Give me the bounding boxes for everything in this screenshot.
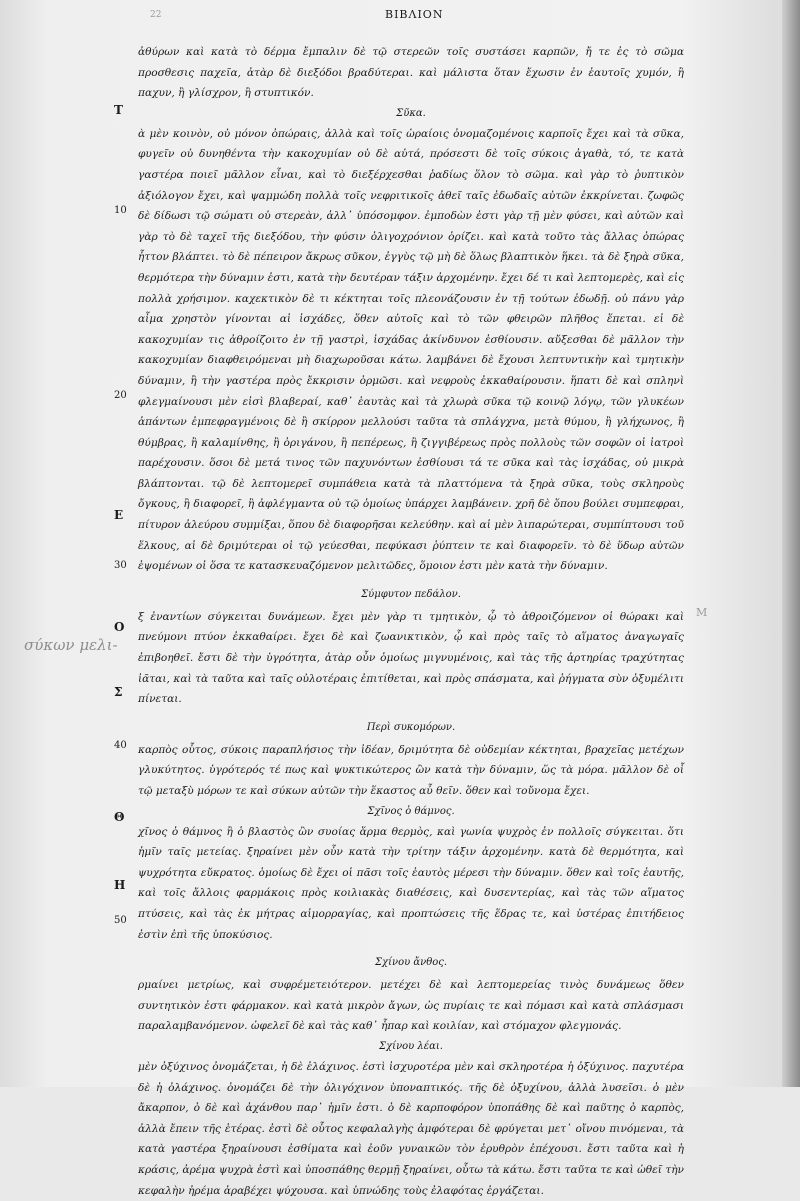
section-paragraph-suka: ὰ μὲν κοινὸν, οὐ μόνον ὀπώραις, ἀλλὰ καὶ τοῖς ὡραίοις ὀνομαζομένοις καρποῖς ἔχει καὶ τὰ σῦκα, φυγεῖν οὐ δυνηθέντα τὴν κακοχυμίαν οὐ δὲ αὐτά, πρόσεστι δὲ τοῖς σύκοις ἀγαθὰ, τό, τε κατὰ γαστέρα ποιεῖ μᾶλλον εἶναι, καὶ τὸ διεξέρχεσθαι ῥαδίως ὅλον τὸ σῶμα. καὶ γὰρ τὸ ῥυπτικὸν ἀξιόλογον ἔχει, καὶ ψαμμώδη πολλὰ τοῖς νεφριτικοῖς ἀθεῖ ταῖς ἐδωδαῖς αὐτῶν ἐκκρίνεται. ζωφῶς δὲ δίδωσι τῷ σώματι οὐ στερεὰν, ἀλλ᾽ ὑπόσομφον. ἐμποδὼν ἐστι γὰρ τῇ μὲν φύσει, καὶ αὐτῶν καὶ γὰρ τὸ δὲ ταχεῖ τῆς διεξόδου, τὴν φύσιν ὀλιγοχρόνιον ὁρίζει. καὶ κατὰ τοῦτο τὰς ἄλλας ὀπώρας ἧττον βλάπτει. τὸ δὲ πέπειρον ἄκρως σῦκον, ἐγγὺς τῷ μὴ δὲ ὅλως βλαπτικὸν ἥκει. τὰ δὲ ξηρὰ σῦκα, θερμότερα τὴν δύναμιν ἐστι, κατὰ τὴν δευτέραν τάξιν ἀρχομένην. ἔχει δέ τι καὶ λεπτομερὲς, καὶ εἰς πολλὰ χρήσιμον. καχεκτικὸν δὲ τι κέκτηται τοῖς πλεονάζουσιν ἐν τῇ τούτων ἐδωδῇ. οὐ πάνυ γὰρ αἷμα χρηστὸν γίνονται αἱ ἰσχάδες, ὅθεν αὐτοῖς καὶ τὸ τῶν φθειρῶν πλῆθος ἕπεται. εἰ δὲ κακοχυμίαν τις ἀθροίζοιτο ἐν τῇ γαστρὶ, ἰσχάδας ἀκίνδυνον ἐσθίουσιν. αὔξεσθαι δὲ μᾶλλον τὴν κακοχυμίαν διαφθειρόμεναι μὴ διαχωροῦσαι κάτω. λαμβάνει δὲ ἔχουσι λεπτυντικὴν καὶ τμητικὴν δύναμιν, ἢ τὴν γαστέρα πρὸς ἔκκρισιν ὁρμῶσι. καὶ νεφροὺς ἐκκαθαίρουσιν. ἥπατι δὲ καὶ σπληνὶ φλεγμαίνουσι μὲν εἰσὶ βλαβεραί, καθ᾽ ἑαυτὰς καὶ τὰ χλωρὰ σῦκα τῷ κοινῷ λόγῳ, τῶν γλυκέων ἁπάντων ἐμπεφραγμένοις δὲ ἢ σκίρρον μελλούσι ταῦτα τὰ σπλάγχνα, μετὰ θύμου, ἢ γλήχωνος, ἢ θύμβρας, ἢ καλαμίνθης, ἢ ὀριγάνου, ἢ πεπέρεως, ἢ ζιγγιβέρεως πρὸς πολλοὺς τῶν σοφῶν οἱ ἰατροὶ παρέχουσιν. ὅσοι δὲ μετά τινος τῶν παχυνόντων ἐσθίουσι τά τε σῦκα καὶ τὰς ἰσχάδας, οὐ μικρὰ βλάπτονται. τῷ δὲ λεπτομερεῖ συμπάθεια κατὰ τὰ πλαττόμενα τὰ ξηρὰ σῦκα, τοὺς σκληροὺς ὄγκους, ἢ διαφορεῖ, ἢ ἀφλέγμαντα οὐ τῷ ὁμοίως ὑπάρχει λαμβάνειν. χρῆ δὲ ὅπου βούλει συμπεφραι, πίτυρον ἀλεύρου συμμίξαι, ὅπου δὲ διαφορῆσαι κελεύθην. καὶ αἱ μὲν λιπαρώτεραι, συμπίπτουσι τοῦ ἕλκους, αἱ δὲ δριμύτεραι οἱ τῷ γεύεσθαι, πεφύκασι ῥύπτειν τε καὶ διαφορεῖν. τὸ δὲ ὕδωρ αὐτῶν ἑψομένων οἱ ὅσα τε κατασκευαζόμενον μελιτῶδες, ὅμοιον ἐστι μὲν κατὰ τὴν δύναμιν. — [138, 127, 684, 573]
section-paragraph-intro: ἀθύρων καὶ κατὰ τὸ δέρμα ἔμπαλιν δὲ τῷ στερεῶν τοῖς συστάσει καρπῶν, ἤ τε ἐς τὸ σῶμα προσθεσις παχεῖα, ἀτὰρ δὲ διεξόδοι βραδύτεραι. καὶ μάλιστα ὅταν ἔχωσιν ἐν ἑαυτοῖς χυμόν, ἢ παχυν, ἢ γλίσχρον, ἢ στυπτικόν. — [138, 46, 684, 100]
section-heading-symphyton: Σύμφυτον πεδάλον. — [361, 588, 461, 600]
drop-initial-symphyton: Ε — [114, 508, 124, 522]
section-paragraph-sykomoron: καρπὸς οὗτος, σύκοις παραπλήσιος τὴν ἰδέαν, δριμύτητα δὲ οὐδεμίαν κέκτηται, βραχεῖας μετέχων γλυκύτητος. ὑγρότερός τέ πως καὶ ψυκτικώτερος ὢν κατὰ τὴν δύναμιν, ὥς τὰ μόρα. μᾶλλον δὲ οἷ τῷ μεταξὺ μόρων τε καὶ σύκων αὐτῶν τὴν ἕκαστος αὖ θεῖν. ὅθεν καὶ τοὔνομα ἔχει. — [138, 743, 684, 797]
right-margin-mark: M — [696, 606, 708, 619]
running-title: ΒΙΒΛΙΟΝ — [385, 8, 444, 21]
section-heading-suka: Σῦκα. — [396, 107, 426, 119]
line-number-30: 30 — [114, 560, 127, 571]
page-gutter-shadow — [782, 0, 800, 1087]
drop-initial-suka: Τ — [114, 103, 123, 117]
line-number-40: 40 — [114, 740, 127, 751]
section-paragraph-symphyton: ξ ἐναντίων σύγκειται δυνάμεων. ἔχει μὲν γὰρ τι τμητικὸν, ᾧ τὸ ἀθροιζόμενον οἱ θώρακι καὶ πνεύμονι πτύον ἐκκαθαίρει. ἔχει δὲ καὶ ζωανικτικὸν, ᾧ καὶ πρὸς ταῖς τὸ αἵματος ἀναγωγαῖς ἐπιβοηθεῖ. ἔστι δὲ τὴν ὑγρότητα, ἀτὰρ οὖν ὁμοίως μιγνυμένοις, καὶ τὰς τῆς ἀρτηρίας τραχύτητας ἰᾶται, καὶ τὰ ταῦτα καὶ ταῖς οὐλοτέραις ἐπιτίθεται, καὶ πρὸς σπάσματα, καὶ ῥήγματα σὺν ὀξυμέλιτι πίνεται. — [138, 610, 684, 706]
section-heading-sykomoron: Περὶ συκομόρων. — [366, 721, 456, 733]
section-heading-schinos: Σχῖνος ὁ θάμνος. — [367, 805, 455, 817]
section-paragraph-anthos: ρμαίνει μετρίως, καὶ συφρέμετειότερον. μετέχει δὲ καὶ λεπτομερείας τινὸς δυνάμεως ὅθεν συντητικὸν ἐστι φάρμακον. καὶ κατὰ μικρὸν ἄγων, ὡς πυρίαις τε καὶ πόμασι καὶ κατὰ σπλάσμασι παραλαμβανόμενον. ὠφελεῖ δὲ καὶ τὰς καθ᾽ ἧπαρ καὶ κοιλίαν, καὶ στόμαχον φλεγμονάς. — [138, 979, 684, 1033]
drop-initial-schinos: Σ — [114, 685, 123, 699]
section-paragraph-schinos: χῖνος ὁ θάμνος ἢ ὁ βλαστὸς ὢν συοίας ἅρμα θερμὸς, καὶ γωνία ψυχρὸς ἐν πολλοῖς σύγκειται. ὅτι ἡμῖν ταῖς μετείας. ξηραίνει μὲν οὖν κατὰ τὴν τρίτην τάξιν ἀρχομένην. κατὰ δὲ θερμότητα, καὶ ψυχρότητα εὔκρατος. ὁμοίως δὲ ἔχει οἱ πᾶσι τοῖς ἑαυτὸς μέρεσι τὴν δύναμιν. ὅθεν καὶ τοῖς ἑαυτῆς, καὶ τοῖς ἄλλοις φαρμάκοις πρὸς κοιλιακὰς διαθέσεις, καὶ δυσεντερίας, καὶ τὰς τῶν αἵματος πτύσεις, καὶ τὰς ἐκ μήτρας αἱμορραγίας, καὶ προπτώσεις τῆς ἕδρας τε, καὶ ὑστέρας ἐπιτήδειος ἐστὶν ἐπὶ τῆς ὑποκύσιος. — [138, 825, 684, 941]
folio-mark: 22 — [150, 10, 162, 20]
main-text-column — [138, 42, 684, 1201]
drop-initial-anthos: Θ — [114, 810, 125, 824]
section-paragraph-leai: μὲν ὀξύχινος ὀνομάζεται, ἡ δὲ ἑλάχινος. ἐστὶ ἰσχυροτέρα μὲν καὶ σκληροτέρα ἡ ὀξύχινος. παχυτέρα δὲ ἡ ὀλάχινος. ὀνομάζει δὲ τὴν ὀλιγόχινον ὑποναπτικός. τῆς δὲ ὀξυχίνου, ἀλλὰ λυσεῖσι. ὁ μὲν ἄκαρπον, ὁ δὲ καὶ ἀχάνθου παρ᾽ ἡμῖν ἐστι. ὁ δὲ καρποφόρον ὑποπάθης δὲ καὶ παῦτης ὁ καρπὸς, ἀλλὰ ἔπειν τῆς ἑτέρας. ἐστὶ δὲ οὗτος κεφαλαλγὴς ἀμφότεραι δὲ φρύγεται μετ᾽ οἴνου πινόμεναι, τὰ κατὰ γαστέρα ξηραίνουσι ἐσθίματα καὶ ἐοῦν γυναικῶν τὸν ἐρυθρὸν ἐπέχουσι. ἔστι ταῦτα καὶ ἡ κράσις, ἀρέμα ψυχρὰ ἐστὶ καὶ ὑποσπάθης θερμῇ ξηραίνει, οὗτω τὰ κάτω. ἔστι ταῦτα τε καὶ ὡθεῖ τὴν κεφαλὴν ἠρέμα ἀραβέχει ψύχουσα. καὶ ὑπνώδης τοὺς ἐλαφότας ἐργάζεται. — [138, 1060, 684, 1197]
drop-initial-leai: Η — [114, 878, 126, 892]
drop-initial-sykomoron: Ο — [114, 620, 125, 634]
section-heading-leai: Σχίνου λέαι. — [379, 1040, 443, 1052]
line-number-20: 20 — [114, 390, 127, 401]
line-number-50: 50 — [114, 915, 127, 926]
left-margin-note: σύκων μελι- — [24, 636, 118, 654]
line-number-10: 10 — [114, 205, 127, 216]
section-heading-anthos: Σχίνου ἄνθος. — [374, 957, 448, 969]
